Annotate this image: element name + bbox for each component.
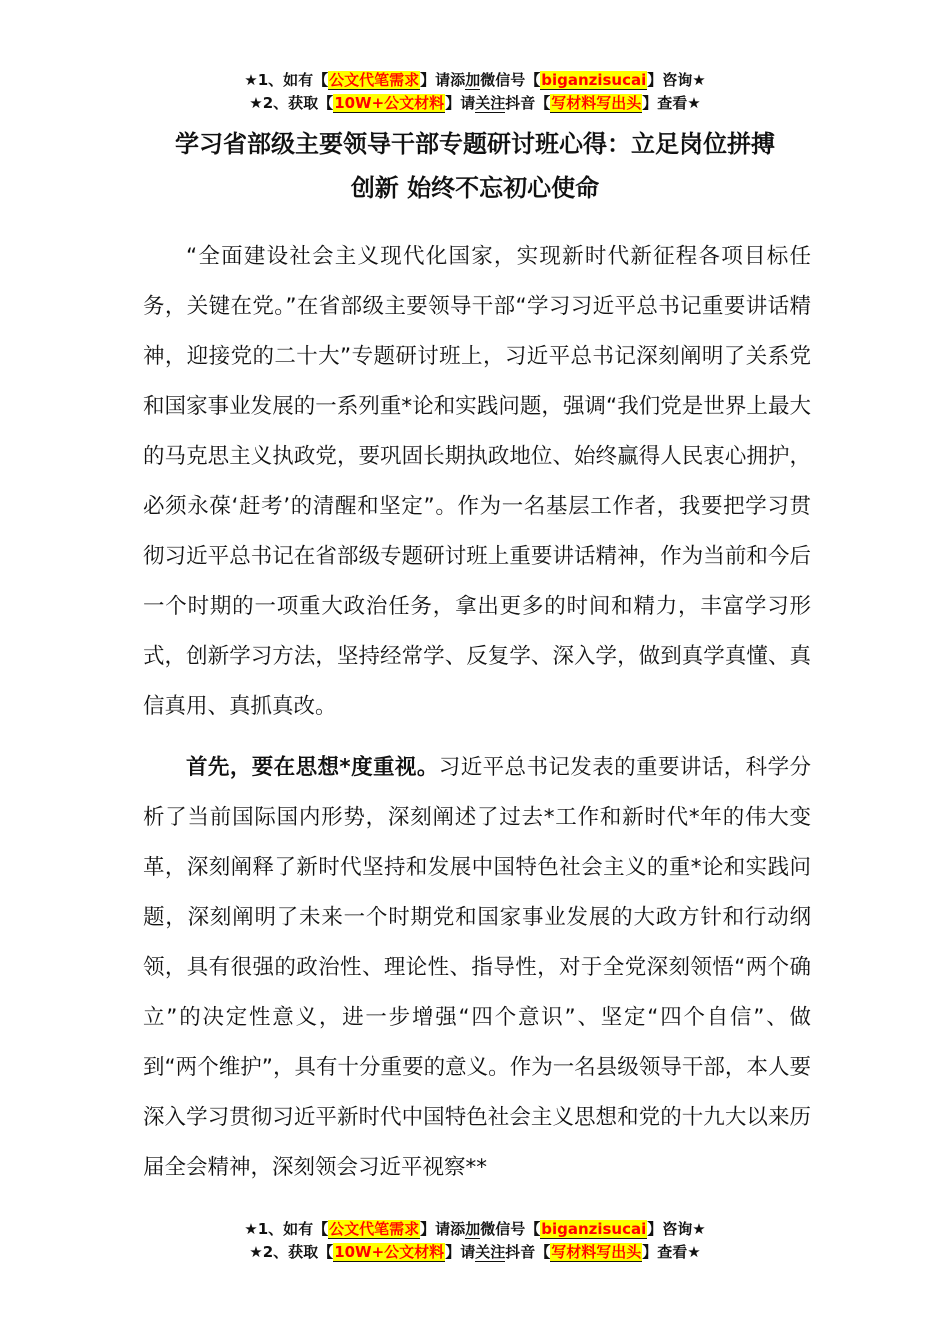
highlight-materials: 10W+公文材料 (334, 94, 445, 112)
title-line-2: 创新 始终不忘初心使命 (350, 174, 600, 202)
header-banner (0, 69, 950, 115)
paragraph-1: “全面建设社会主义现代化国家，实现新时代新征程各项目标任务，关键在党。”在省部级主要领导干部“学习习近平总书记重要讲话精神，迎接党的二十大”专题研讨班上，习近平总书记深刻阐明了关系党和国家事业发展的一系列重*论和实践问题，强调“我们党是世界上最大的马克思主义执政党，要巩固长期执政地位、始终赢得人民衷心拥护，必须永葆‘赶考’的清醒和坚定”。作为一名基层工作者，我要把学习贯彻习近平总书记在省部级专题研讨班上重要讲话精神，作为当前和今后一个时期的一项重大政治任务，拿出更多的时间和精力，丰富学习形式，创新学习方法，坚持经常学、反复学、深入学，做到真学真懂、真信真用、真抓真改。 (143, 244, 811, 719)
footer-banner-line-1: ★1、如有【公文代笔需求】请添加微信号【biganzisucai】咨询★ (244, 1220, 706, 1238)
paragraph-2 (143, 743, 811, 1193)
highlight-douyin-account: 写材料写出头 (551, 94, 642, 112)
document-title (0, 122, 950, 210)
banner-line-1: ★1、如有【公文代笔需求】请添加微信号【biganzisucai】咨询★ (244, 71, 706, 89)
footer-banner (0, 1218, 950, 1264)
highlight-service: 公文代笔需求 (329, 71, 420, 89)
paragraph-2-lead: 首先，要在思想*度重视。 (186, 755, 439, 780)
footer-highlight-materials: 10W+公文材料 (334, 1243, 445, 1261)
title-line-1: 学习省部级主要领导干部专题研讨班心得：立足岗位拼搏 (175, 130, 775, 158)
footer-highlight-wechat-id: biganzisucai (541, 1220, 647, 1238)
paragraph-2-text: 习近平总书记发表的重要讲话，科学分析了当前国际国内形势，深刻阐述了过去*工作和新时代*年的伟大变革，深刻阐释了新时代坚持和发展中国特色社会主义的重*论和实践问题，深刻阐明了未来一个时期党和国家事业发展的大政方针和行动纲领，具有很强的政治性、理论性、指导性，对于全党深刻领悟“两个确立”的决定性意义，进一步增强“四个意识”、坚定“四个自信”、做到“两个维护”，具有十分重要的意义。作为一名县级领导干部，本人要深入学习贯彻习近平新时代中国特色社会主义思想和党的十九大以来历届全会精神，深刻领会习近平视察** (143, 755, 811, 1180)
document-body (143, 232, 811, 1193)
banner-line-2: ★2、获取【10W+公文材料】请关注抖音【写材料写出头】查看★ (249, 94, 701, 112)
footer-banner-line-2: ★2、获取【10W+公文材料】请关注抖音【写材料写出头】查看★ (249, 1243, 701, 1261)
footer-highlight-service: 公文代笔需求 (329, 1220, 420, 1238)
highlight-wechat-id: biganzisucai (541, 71, 647, 89)
footer-highlight-douyin-account: 写材料写出头 (551, 1243, 642, 1261)
